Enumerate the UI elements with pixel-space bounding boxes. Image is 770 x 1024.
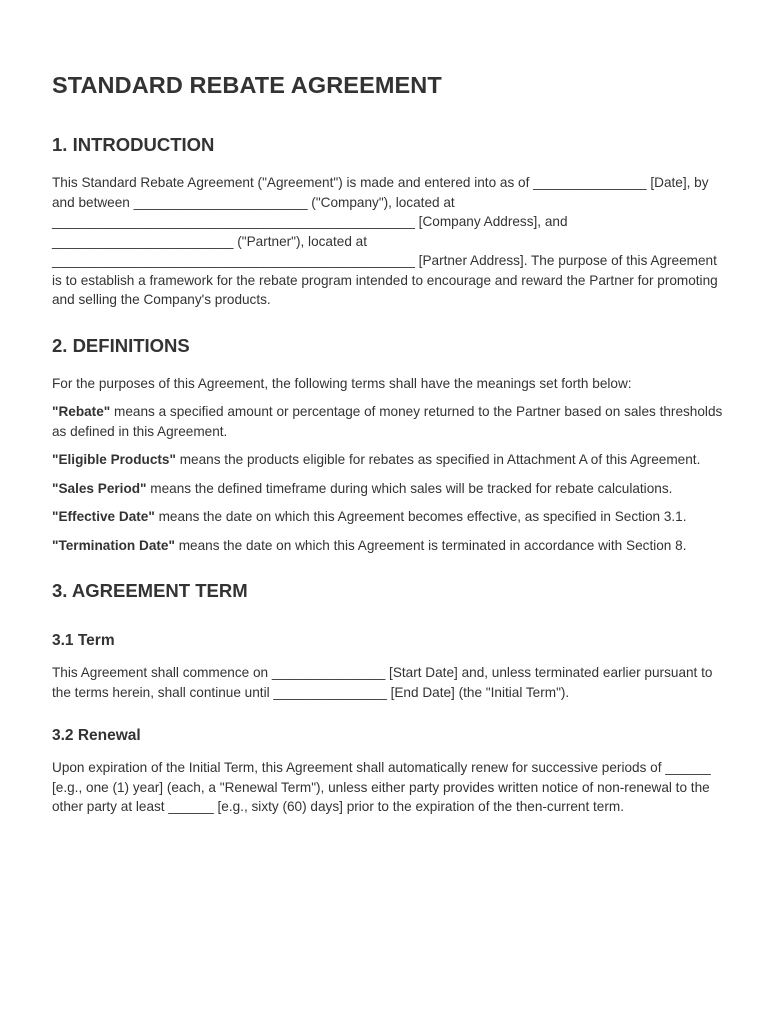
definition-term: "Effective Date": [52, 509, 155, 524]
subsection-heading-renewal: 3.2 Renewal: [52, 727, 141, 744]
definition-text: means a specified amount or percentage of money returned to the Partner based on sales thresholds as defined in this Agreement.: [52, 404, 723, 439]
definition-rebate: [52, 402, 724, 441]
document-title: STANDARD REBATE AGREEMENT: [52, 72, 442, 98]
subsection-heading-term: 3.1 Term: [52, 632, 115, 649]
section-heading-introduction: 1. INTRODUCTION: [52, 134, 215, 155]
definition-text: means the date on which this Agreement is terminated in accordance with Section 8.: [174, 537, 687, 553]
definition-term: "Sales Period": [52, 480, 147, 496]
definition-text: means the defined timeframe during which sales will be tracked for rebate calculations.: [146, 480, 673, 496]
definition-term: "Eligible Products": [52, 452, 176, 467]
renewal-paragraph: Upon expiration of the Initial Term, this Agreement shall automatically renew for successive periods of ______ [e.g., one (1) year] (each, a "Renewal Term"), unless either party provides written notice of non-renewal to the other party at least ______ [e.g., sixty (60) days] prior to the expiration of the then-current term.: [52, 760, 711, 814]
section-heading-definitions: 2. DEFINITIONS: [52, 334, 190, 356]
definition-text: means the products eligible for rebates as specified in Attachment A of this Agreement.: [175, 452, 701, 467]
definition-sales-period: [52, 479, 724, 499]
definition-eligible-products: [52, 450, 724, 470]
definition-termination-date: [52, 536, 724, 556]
document-content: [52, 70, 724, 817]
term-paragraph: This Agreement shall commence on _______________ [Start Date] and, unless terminated earlier pursuant to the terms herein, shall continue until _______________ [End Date] (the "Initial Term").: [52, 665, 713, 700]
definition-text: means the date on which this Agreement becomes effective, as specified in Section 3.1.: [154, 509, 687, 524]
section-heading-agreement-term: 3. AGREEMENT TERM: [52, 580, 248, 601]
definition-term: "Rebate": [52, 404, 111, 419]
definition-effective-date: [52, 507, 724, 527]
introduction-paragraph: This Standard Rebate Agreement ("Agreement") is made and entered into as of _______________ [Date], by and between _______________________ ("Company"), located at ________________________________________________ [Company Address], and ________________________ ("Partner"), located at ________________________________________________ [Partner Address]. The purpose of this Agreement is to establish a framework for the rebate program intended to encourage and reward the Partner for promoting and selling the Company's products.: [52, 175, 718, 307]
definitions-intro: For the purposes of this Agreement, the following terms shall have the meanings set forth below:: [52, 375, 632, 391]
definition-term: "Termination Date": [52, 537, 175, 553]
